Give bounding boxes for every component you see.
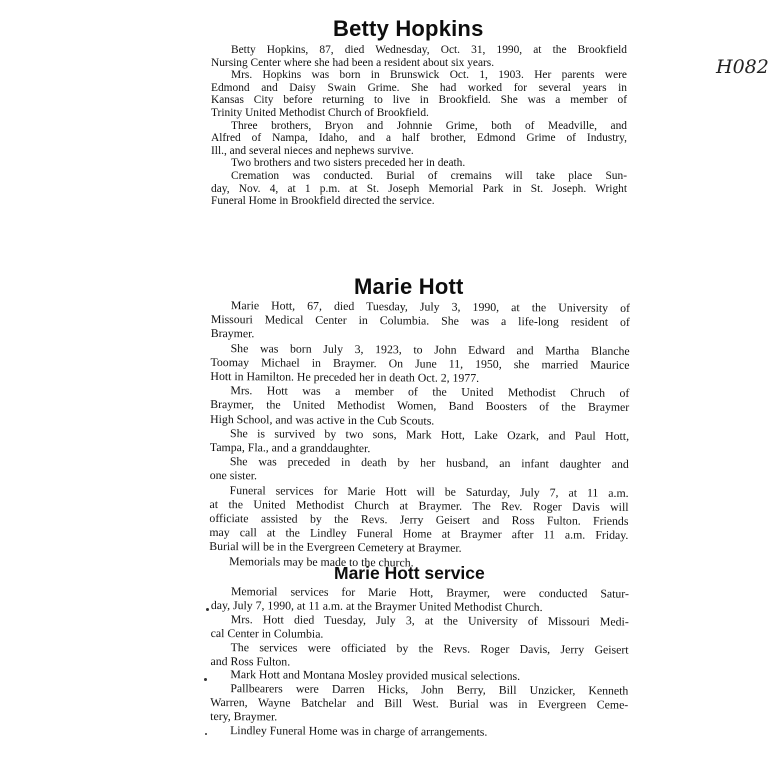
- article-line: Cremation was conducted. Burial of cremains will take place Sun-: [231, 169, 627, 182]
- article-line: Funeral services for Marie Hott will be Saturday, July 7, at 11 a.m.: [229, 482, 629, 500]
- article-line: She is survived by two sons, Mark Hott, Lake Ozark, and Paul Hott,: [230, 425, 630, 443]
- article-line: The services were officiated by the Revs. Roger Davis, Jerry Geisert: [230, 639, 629, 657]
- scan-speck: [204, 678, 207, 681]
- article-line: cal Center in Columbia.: [210, 625, 324, 641]
- article-line: Alfred of Nampa, Idaho, and a half brother, Edmond Grime of Industry,: [211, 132, 627, 145]
- article-line: Mrs. Hott died Tuesday, July 3, at the University of Missouri Medi-: [230, 611, 629, 629]
- service-body-marie-hott: [210, 585, 629, 741]
- article-line: Lindley Funeral Home was in charge of arrangements.: [230, 723, 488, 739]
- obituary-body-marie-hott: [209, 298, 630, 571]
- obituary-title-betty-hopkins: Betty Hopkins: [333, 16, 484, 41]
- article-line: and Ross Fulton.: [210, 653, 291, 669]
- article-line: Missouri Medical Center in Columbia. She was a life-long resident of: [210, 312, 630, 330]
- obituary-title-marie-hott: Marie Hott: [354, 274, 464, 299]
- article-line: at the United Methodist Church at Braymer. The Rev. Roger Davis will: [209, 496, 629, 514]
- article-line: Marie Hott, 67, died Tuesday, July 3, 1990, at the University of: [230, 298, 630, 315]
- article-line: Braymer.: [210, 326, 255, 341]
- article-line: one sister.: [209, 468, 257, 483]
- article-line: Toomay Michael in Braymer. On June 11, 1950, she married Maurice: [210, 354, 630, 372]
- article-line: She was born July 3, 1923, to John Edward and Martha Blanche: [230, 340, 630, 358]
- article-line: Hott in Hamilton. He preceded her in death Oct. 2, 1977.: [210, 369, 480, 385]
- article-line: Mrs. Hott was a member of the United Methodist Chruch of: [230, 383, 630, 401]
- scan-speck: [205, 733, 207, 735]
- article-line: day, July 7, 1990, at 11 a.m. at the Braymer United Methodist Church.: [210, 597, 543, 614]
- article-line: Trinity United Methodist Church of Brookfield.: [211, 106, 429, 119]
- article-line: officiate assisted by the Revs. Jerry Geisert and Ross Fulton. Friends: [209, 511, 629, 528]
- article-line: Burial will be in the Evergreen Cemetery at Braymer.: [209, 539, 462, 556]
- article-line: day, Nov. 4, at 1 p.m. at St. Joseph Memorial Park in St. Joseph. Wright: [211, 182, 627, 195]
- article-line: Betty Hopkins, 87, died Wednesday, Oct. 31, 1990, at the Brookfield: [231, 44, 627, 56]
- article-line: Pallbearers were Darren Hicks, John Berry, Bill Unzicker, Kenneth: [230, 681, 629, 698]
- article-line: Edmond and Daisy Swain Grime. She had worked for several years in: [211, 81, 627, 94]
- article-line: Mrs. Hopkins was born in Brunswick Oct. 1, 1903. Her parents were: [231, 69, 627, 82]
- scan-speck: [206, 608, 209, 611]
- article-line: Funeral Home in Brookfield directed the service.: [211, 195, 435, 208]
- article-line: Nursing Center where she had been a resident about six years.: [211, 56, 495, 69]
- article-line: Ill., and several nieces and nephews survive.: [211, 144, 414, 157]
- article-line: Tampa, Fla., and a granddaughter.: [209, 440, 371, 456]
- obituary-body-betty-hopkins: [211, 44, 627, 208]
- article-line: Memorial services for Marie Hott, Braymer, were conducted Satur-: [230, 584, 629, 601]
- article-line: may call at the Lindley Funeral Home at Braymer after 11 a.m. Friday.: [209, 525, 629, 543]
- article-line: Two brothers and two sisters preceded her in death.: [231, 157, 466, 170]
- article-line: Mark Hott and Montana Mosley provided musical selections.: [230, 667, 521, 684]
- article-line: Three brothers, Bryon and Johnnie Grime, both of Meadville, and: [231, 119, 627, 132]
- article-line: High School, and was active in the Cub Scouts.: [210, 411, 435, 428]
- service-title-marie-hott: Marie Hott service: [334, 563, 485, 583]
- article-line: Kansas City before returning to live in Brookfield. She was a member of: [211, 94, 627, 107]
- article-line: Warren, Wayne Batchelar and Bill West. Burial was in Evergreen Ceme-: [210, 695, 629, 712]
- article-line: tery, Braymer.: [210, 709, 278, 724]
- handwritten-margin-note: H082: [716, 56, 769, 78]
- article-line: Braymer, the United Methodist Women, Band Boosters of the Braymer: [210, 397, 630, 415]
- article-line: She was preceded in death by her husband, an infant daughter and: [229, 454, 629, 472]
- article-line: Memorials may be made to the church.: [229, 553, 414, 570]
